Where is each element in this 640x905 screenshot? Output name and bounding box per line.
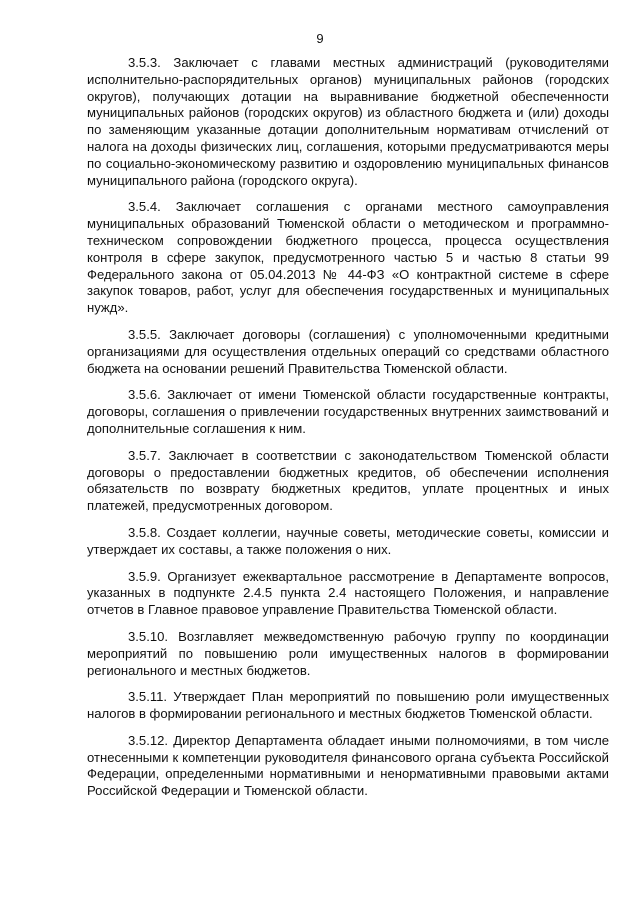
- paragraph-3-5-4: 3.5.4. Заключает соглашения с органами местного самоуправления муниципальных образований Тюменской области о методическом и программно-техническом сопровождении бюджетного процесса, процесса осуществления контроля в сфере закупок, предусмотренного частью 5 и частью 8 статьи 99 Федерального закона от 05.04.2013 № 44-ФЗ «О контрактной системе в сфере закупок товаров, работ, услуг для обеспечения государственных и муниципальных нужд».: [87, 199, 609, 316]
- paragraph-3-5-6: 3.5.6. Заключает от имени Тюменской области государственные контракты, договоры, соглашения о привлечении государственных внутренних заимствований и дополнительные соглашения к ним.: [87, 387, 609, 436]
- paragraph-3-5-11: 3.5.11. Утверждает План мероприятий по повышению роли имущественных налогов в формировании регионального и местных бюджетов Тюменской области.: [87, 689, 609, 722]
- document-body: [87, 55, 609, 810]
- page-number: 9: [316, 31, 324, 46]
- paragraph-3-5-12: 3.5.12. Директор Департамента обладает иными полномочиями, в том числе отнесенными к компетенции руководителя финансового органа субъекта Российской Федерации, определенными нормативными и ненормативными правовыми актами Российской Федерации и Тюменской области.: [87, 732, 609, 799]
- paragraph-3-5-7: 3.5.7. Заключает в соответствии с законодательством Тюменской области договоры о предоставлении бюджетных кредитов, об обеспечении исполнения обязательств по возврату бюджетных кредитов, уплате процентных и иных платежей, предусмотренных договором.: [87, 447, 609, 514]
- paragraph-3-5-5: 3.5.5. Заключает договоры (соглашения) с уполномоченными кредитными организациями для осуществления отдельных операций со средствами областного бюджета на основании решений Правительства Тюменской области.: [87, 326, 609, 376]
- paragraph-3-5-10: 3.5.10. Возглавляет межведомственную рабочую группу по координации мероприятий по повышению роли имущественных налогов в формировании регионального и местных бюджетов.: [87, 628, 609, 678]
- paragraph-3-5-3: 3.5.3. Заключает с главами местных администраций (руководителями исполнительно-распорядительных органов) муниципальных районов (городских округов), получающих дотации на выравнивание бюджетной обеспеченности муниципальных районов (городских округов) из областного бюджета и (или) доходы по заменяющим указанные дотации дополнительным нормативам отчислений от налога на доходы физических лиц, соглашения, которыми предусматриваются меры по социально-экономическому развитию и оздоровлению муниципальных финансов муниципального района (городского округа).: [87, 55, 609, 188]
- paragraph-3-5-8: 3.5.8. Создает коллегии, научные советы, методические советы, комиссии и утверждает их составы, а также положения о них.: [87, 524, 609, 557]
- paragraph-3-5-9: 3.5.9. Организует ежеквартальное рассмотрение в Департаменте вопросов, указанных в подпункте 2.4.5 пункта 2.4 настоящего Положения, и направление отчетов в Главное правовое управление Правительства Тюменской области.: [87, 568, 609, 618]
